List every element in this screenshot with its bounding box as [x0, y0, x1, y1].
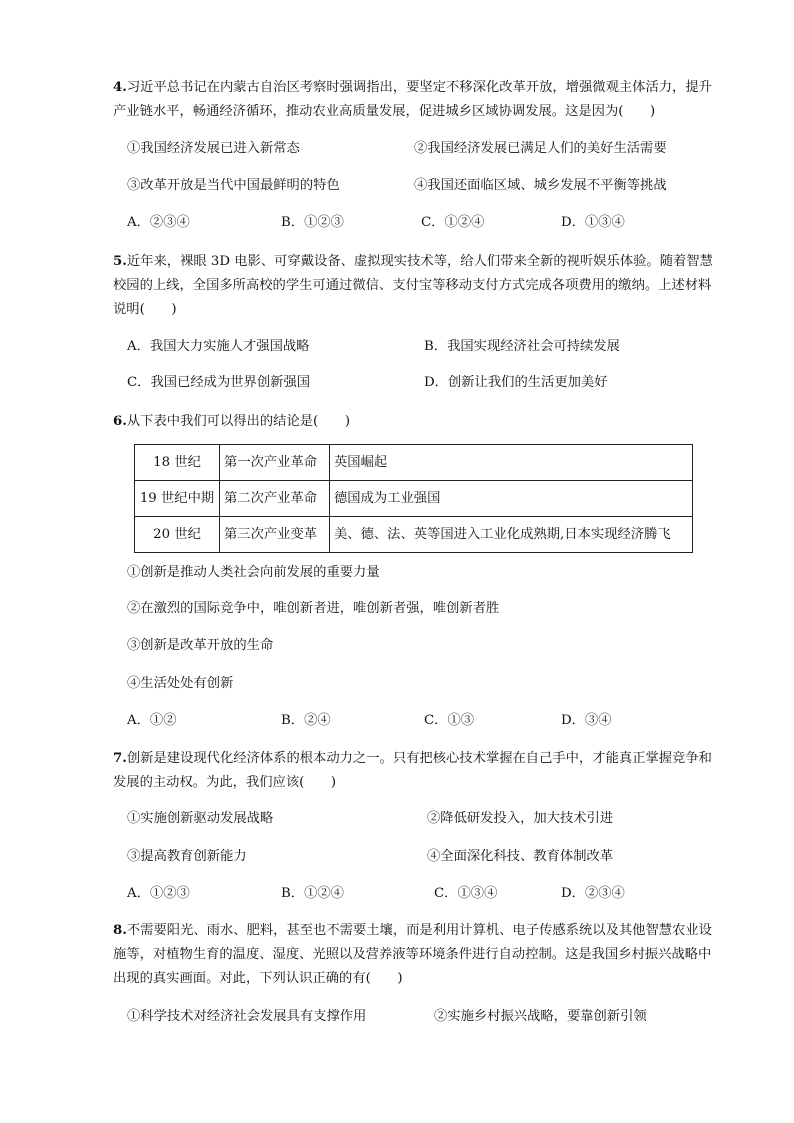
- question-stem: 从下表中我们可以得出的结论是( ): [126, 414, 351, 429]
- option-1: ①科学技术对经济社会发展具有支撑作用: [127, 1009, 367, 1024]
- choice-d[interactable]: D．创新让我们的生活更加美好: [424, 375, 608, 390]
- option-2: ②我国经济发展已满足人们的美好生活需要: [414, 141, 667, 156]
- table-cell: 20 世纪: [135, 517, 220, 553]
- option-2: ②降低研发投入，加大技术引进: [427, 811, 614, 826]
- option-1: ①创新是推动人类社会向前发展的重要力量: [127, 565, 380, 580]
- choice-a[interactable]: A．我国大力实施人才强国战略: [127, 339, 310, 354]
- choice-d[interactable]: D．②③④: [561, 886, 625, 901]
- table-cell: 第一次产业革命: [220, 445, 330, 481]
- question-4: [113, 76, 723, 124]
- choice-b[interactable]: B．②④: [281, 713, 331, 728]
- table-cell: 第三次产业变革: [220, 517, 330, 553]
- table-cell: 第二次产业革命: [220, 481, 330, 517]
- choice-c[interactable]: C．①③: [424, 713, 475, 728]
- option-1: ①实施创新驱动发展战略: [127, 811, 274, 826]
- question-8: [113, 919, 723, 991]
- choice-a[interactable]: A．①②: [127, 713, 177, 728]
- option-1: ①我国经济发展已进入新常态: [127, 141, 300, 156]
- table-cell: 19 世纪中期: [135, 481, 220, 517]
- choice-a[interactable]: A．②③④: [127, 215, 190, 230]
- table-row: [135, 517, 693, 553]
- choice-c[interactable]: C．①②④: [421, 215, 485, 230]
- table-cell: 英国崛起: [330, 445, 693, 481]
- table-row: [135, 445, 693, 481]
- question-stem: 习近平总书记在内蒙古自治区考察时强调指出，要坚定不移深化改革开放，增强微观主体活力，提升产业链水平，畅通经济循环，推动农业高质量发展，促进城乡区域协调发展。这是因为( ): [113, 80, 712, 119]
- option-2: ②在激烈的国际竞争中，唯创新者进，唯创新者强，唯创新者胜: [127, 601, 500, 616]
- question-number: 4.: [113, 80, 127, 95]
- table-cell: 德国成为工业强国: [330, 481, 693, 517]
- option-3: ③改革开放是当代中国最鲜明的特色: [127, 178, 340, 193]
- choice-c[interactable]: C．①③④: [434, 886, 498, 901]
- question-number: 6.: [113, 414, 127, 429]
- question-stem: 近年来，裸眼 3D 电影、可穿戴设备、虚拟现实技术等，给人们带来全新的视听娱乐体验。随着智慧校园的上线，全国多所高校的学生可通过微信、支付宝等移动支付方式完成各项费用的缴纳。上述材料说明( ): [113, 254, 713, 317]
- choice-b[interactable]: B．①②③: [281, 215, 344, 230]
- choice-d[interactable]: D．①③④: [561, 215, 625, 230]
- question-7: [113, 747, 723, 795]
- question-number: 7.: [113, 751, 127, 766]
- question-stem: 创新是建设现代化经济体系的根本动力之一。只有把核心技术掌握在自己手中，才能真正掌握竞争和发展的主动权。为此，我们应该( ): [113, 751, 712, 790]
- question-number: 5.: [113, 254, 127, 269]
- option-4: ④生活处处有创新: [127, 676, 234, 691]
- question-5: [113, 250, 723, 322]
- choice-a[interactable]: A．①②③: [127, 886, 190, 901]
- choice-d[interactable]: D．③④: [561, 713, 612, 728]
- question-number: 8.: [113, 923, 127, 938]
- option-2: ②实施乡村振兴战略，要靠创新引领: [434, 1009, 647, 1024]
- choice-b[interactable]: B．①②④: [281, 886, 344, 901]
- option-3: ③提高教育创新能力: [127, 849, 247, 864]
- option-3: ③创新是改革开放的生命: [127, 638, 274, 653]
- industrial-revolution-table: [134, 444, 693, 553]
- option-4: ④我国还面临区域、城乡发展不平衡等挑战: [414, 178, 667, 193]
- choice-c[interactable]: C．我国已经成为世界创新强国: [127, 375, 311, 390]
- table-row: [135, 481, 693, 517]
- question-6: [113, 410, 723, 434]
- question-stem: 不需要阳光、雨水、肥料，甚至也不需要土壤，而是利用计算机、电子传感系统以及其他智慧农业设施等，对植物生育的温度、湿度、光照以及营养液等环境条件进行自动控制。这是我国乡村振兴战略中出现的真实画面。对此，下列认识正确的有( ): [113, 923, 712, 986]
- choice-b[interactable]: B．我国实现经济社会可持续发展: [424, 339, 620, 354]
- table-cell: 美、德、法、英等国进入工业化成熟期,日本实现经济腾飞: [330, 517, 693, 553]
- table-cell: 18 世纪: [135, 445, 220, 481]
- option-4: ④全面深化科技、教育体制改革: [427, 849, 614, 864]
